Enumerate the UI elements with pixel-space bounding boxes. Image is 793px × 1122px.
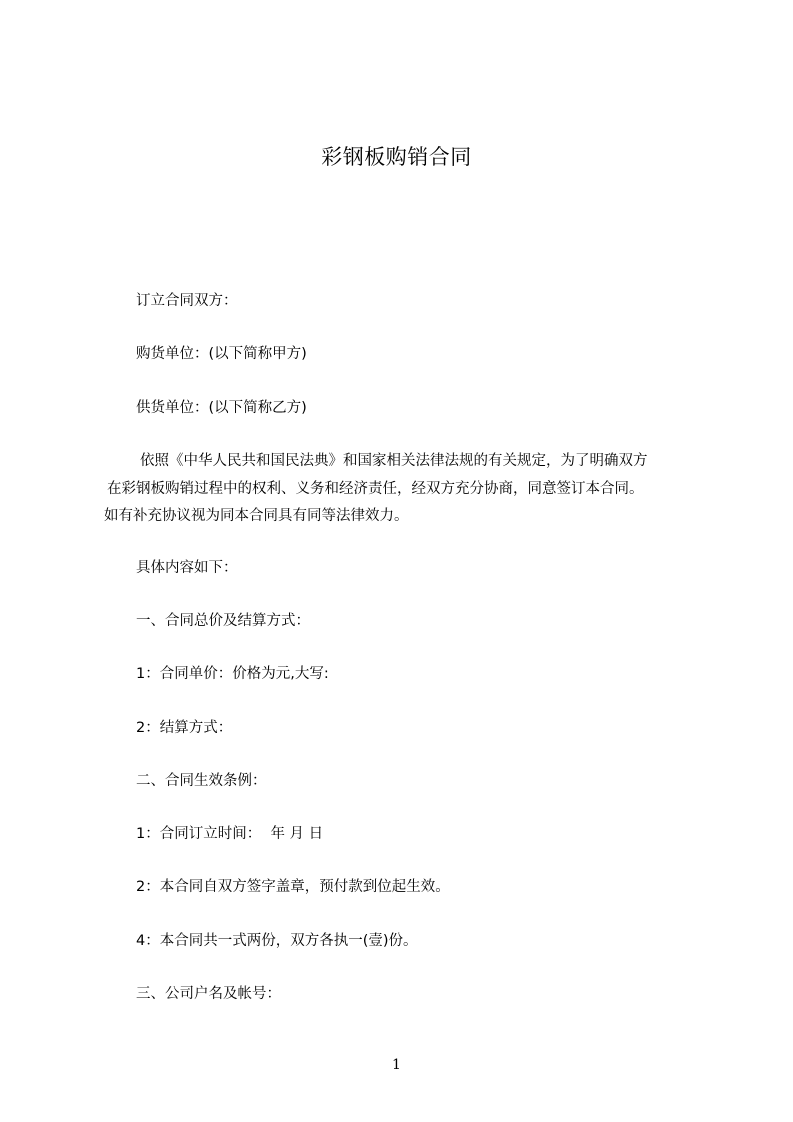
document-title: 彩钢板购销合同 <box>321 145 472 169</box>
buyer-line: 购货单位：(以下简称甲方) <box>136 346 307 362</box>
page-number: 1 <box>392 1057 401 1073</box>
section1-heading: 一、合同总价及结算方式： <box>136 613 310 629</box>
preamble-line-2: 在彩钢板购销过程中的权利、义务和经济责任，经双方充分协商，同意签订本合同。 <box>107 481 644 497</box>
seller-line: 供货单位：(以下简称乙方) <box>136 400 307 416</box>
section2-heading: 二、合同生效条例： <box>136 773 267 789</box>
section3-heading: 三、公司户名及帐号： <box>136 986 281 1002</box>
parties-heading: 订立合同双方： <box>136 293 238 309</box>
preamble-line-1: 依照《中华人民共和国民法典》和国家相关法律法规的有关规定，为了明确双方 <box>140 453 648 469</box>
preamble-line-3: 如有补充协议视为同本合同具有同等法律效力。 <box>104 508 409 524</box>
section1-item2: 2：结算方式： <box>136 720 233 736</box>
section1-item1: 1：合同单价：价格为元,大写: <box>136 666 329 682</box>
section2-item4: 4：本合同共一式两份，双方各执一(壹)份。 <box>136 933 418 949</box>
section2-item2: 2：本合同自双方签字盖章，预付款到位起生效。 <box>136 879 450 895</box>
section2-item1: 1：合同订立时间： 年 月 日 <box>136 826 324 842</box>
content-intro: 具体内容如下： <box>136 560 238 576</box>
